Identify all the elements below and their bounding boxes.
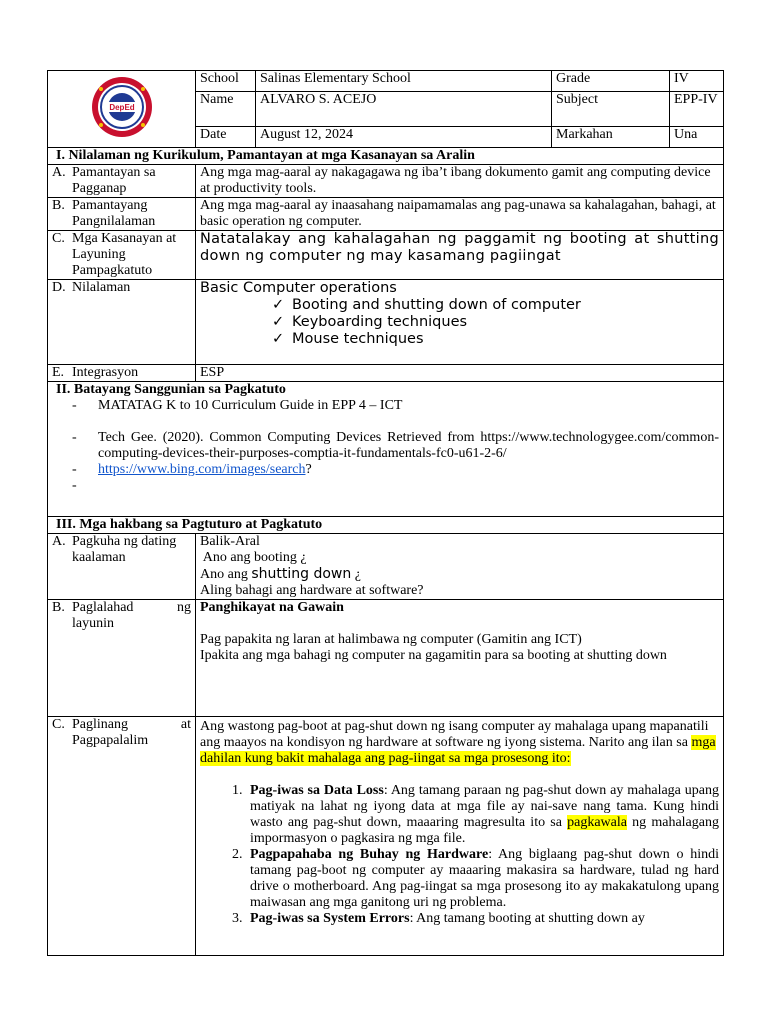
balik-aral-heading: Balik-Aral <box>200 534 260 549</box>
row-label: Paglalahad ng layunin <box>72 600 191 631</box>
list-item <box>246 911 719 927</box>
intro-text: Ang wastong pag-boot at pag-shut down ng isang computer ay mahalaga upang mapanatili ang maayos na kondisyon ng hardware at software ng iyong sistema. Narito ang ilan sa <box>200 719 709 750</box>
row-letter: C. <box>52 231 65 246</box>
row-letter: E. <box>52 365 65 380</box>
row-label-cell <box>48 600 196 717</box>
row-label: Integrasyon <box>72 365 139 380</box>
check-icon: ✓ <box>272 331 285 347</box>
item-text: : Ang biglaang pag-shut down o hindi tamang pag-boot ng computer ay maaaring makasira sa hardware, tulad ng hard drive o motherboard. Ang pag-iingat sa mga prosesong ito ay makakatulong upang maiwasan ang mga ganitong uri ng problema. <box>250 847 719 910</box>
row-label: Pamantayan sa Pagganap <box>72 165 156 196</box>
header-row-school <box>48 71 724 92</box>
row-label: Pagkuha ng dating kaalaman <box>72 534 177 565</box>
section-2-content <box>48 382 724 517</box>
section-3-title: III. Mga hakbang sa Pagtuturo at Pagkatuto <box>48 517 724 534</box>
row-label-cell <box>48 534 196 600</box>
dash-bullet: - <box>72 462 77 477</box>
pamantayang-pangnilalaman-text: Ang mga mag-aaral ay inaasahang naipamamalas ang pag-unawa sa kahalagahan, bahagi, at basic operation ng computer. <box>196 198 724 231</box>
name-value: ALVARO S. ACEJO <box>256 92 552 127</box>
subject-value: EPP-IV <box>670 92 724 127</box>
bing-images-link[interactable]: https://www.bing.com/images/search <box>98 462 306 477</box>
question-hardware-software: Aling bahagi ang hardware at software? <box>200 583 424 598</box>
item-text-after: ng mahalagang impormasyon o pagkasira ng mga file. <box>250 815 719 846</box>
nilalaman-list <box>200 297 719 348</box>
row-paglalahad-ng-layunin <box>48 600 724 717</box>
row-label: Mga Kasanayan at Layuning Pampagkatuto <box>72 231 177 278</box>
question-suffix: ¿ <box>351 567 361 582</box>
row-label-cell <box>48 165 196 198</box>
grade-value: IV <box>670 71 724 92</box>
row-nilalaman <box>48 280 724 365</box>
row-pamantayang-pangnilalaman <box>48 198 724 231</box>
row-label-cell <box>48 198 196 231</box>
row-label: Pamantayang Pangnilalaman <box>72 198 156 229</box>
item-text: : Ang tamang paraan ng pag-shut down ay mahalaga upang matiyak na lahat ng iyong data at mga file ay nai-save nang tama. Kung hindi wasto ang pag-shut down, maaaring magresulta ito sa <box>250 783 719 830</box>
date-label: Date <box>196 127 256 148</box>
section-2-row <box>48 382 724 517</box>
row-letter: C. <box>52 717 65 732</box>
reference-item <box>52 398 719 414</box>
row-letter: B. <box>52 600 65 615</box>
question-booting: Ano ang booting ¿ <box>200 550 307 565</box>
panghikayat-p1: Pag papakita ng laran at halimbawa ng computer (Gamitin ang ICT) <box>200 632 582 647</box>
row-label-cell <box>48 365 196 382</box>
item-heading: Pagpapahaba ng Buhay ng Hardware <box>250 847 489 862</box>
lesson-plan-document <box>47 70 723 956</box>
row-label: Paglinang at Pagpapalalim <box>72 717 191 748</box>
reference-item-empty <box>52 478 719 494</box>
dash-bullet: - <box>72 478 77 493</box>
row-mga-kasanayan <box>48 231 724 280</box>
check-icon: ✓ <box>272 314 285 330</box>
school-label: School <box>196 71 256 92</box>
list-item <box>246 847 719 911</box>
panghikayat-heading: Panghikayat na Gawain <box>200 600 344 615</box>
reference-text: Tech Gee. (2020). Common Computing Devices Retrieved from https://www.technologygee.com/common-computing-devices-their-purposes-comptia-it-fundamentals-fc0-u61-2-6/ <box>98 430 719 461</box>
row-letter: A. <box>52 165 66 180</box>
row-letter: D. <box>52 280 66 295</box>
row-pamantayan-sa-pagganap <box>48 165 724 198</box>
row-pagkuha-ng-dating-kaalaman <box>48 534 724 600</box>
list-item-text: Booting and shutting down of computer <box>292 297 581 313</box>
list-item <box>272 314 719 331</box>
item-heading: Pag-iwas sa System Errors <box>250 911 410 926</box>
mga-kasanayan-text: Natatalakay ang kahalagahan ng paggamit ng booting at shutting down ng computer ng may kasamang pagiingat <box>196 231 724 280</box>
markahan-label: Markahan <box>552 127 670 148</box>
lesson-plan-table <box>47 70 724 956</box>
section-3-title-row <box>48 517 724 534</box>
question-prefix: Ano ang <box>200 567 252 582</box>
nilalaman-content <box>196 280 724 365</box>
svg-text:DepEd: DepEd <box>108 102 135 112</box>
dash-bullet: - <box>72 398 77 413</box>
name-label: Name <box>196 92 256 127</box>
item-heading: Pag-iwas sa Data Loss <box>250 783 384 798</box>
school-value: Salinas Elementary School <box>256 71 552 92</box>
paglinang-intro <box>200 719 719 767</box>
check-icon: ✓ <box>272 297 285 313</box>
row-label-cell <box>48 231 196 280</box>
references-list <box>52 398 719 494</box>
row-integrasyon <box>48 365 724 382</box>
question-term: shutting down <box>251 566 352 582</box>
balik-aral-content <box>196 534 724 600</box>
integrasyon-text: ESP <box>196 365 724 382</box>
row-letter: B. <box>52 198 65 213</box>
nilalaman-heading: Basic Computer operations <box>200 280 397 296</box>
pamantayan-sa-pagganap-text: Ang mga mag-aaral ay nakagagawa ng iba’t ibang dokumento gamit ang computing device at productivity tools. <box>196 165 724 198</box>
subject-label: Subject <box>552 92 670 127</box>
reference-item <box>52 462 719 478</box>
reasons-list <box>200 783 719 927</box>
date-value: August 12, 2024 <box>256 127 552 148</box>
school-seal-logo <box>87 75 157 139</box>
list-item <box>246 783 719 847</box>
row-label-cell <box>48 717 196 956</box>
section-2-title: II. Batayang Sanggunian sa Pagkatuto <box>56 382 286 397</box>
intro-highlight: mga dahilan kung bakit mahalaga ang pag-iingat sa mga prosesong ito: <box>200 735 716 766</box>
panghikayat-p2: Ipakita ang mga bahagi ng computer na gagamitin para sa booting at shutting down <box>200 648 667 663</box>
item-highlight: pagkawala <box>567 815 627 830</box>
markahan-value: Una <box>670 127 724 148</box>
row-letter: A. <box>52 534 66 549</box>
list-item-text: Mouse techniques <box>292 331 424 347</box>
section-1-title-row <box>48 148 724 165</box>
panghikayat-content <box>196 600 724 717</box>
row-label: Nilalaman <box>72 280 131 295</box>
logo-cell <box>48 71 196 148</box>
paglinang-content <box>196 717 724 956</box>
list-item <box>272 331 719 348</box>
reference-text: MATATAG K to 10 Curriculum Guide in EPP 4 – ICT <box>98 398 403 413</box>
list-item-text: Keyboarding techniques <box>292 314 468 330</box>
row-label-cell <box>48 280 196 365</box>
section-1-title: I. Nilalaman ng Kurikulum, Pamantayan at mga Kasanayan sa Aralin <box>48 148 724 165</box>
grade-label: Grade <box>552 71 670 92</box>
reference-item <box>52 430 719 462</box>
dash-bullet: - <box>72 430 77 445</box>
reference-suffix: ? <box>305 462 312 477</box>
row-paglinang-at-pagpapalalim <box>48 717 724 956</box>
spacer <box>52 414 719 430</box>
question-shutting-down <box>200 566 719 583</box>
item-text: : Ang tamang booting at shutting down ay <box>409 911 645 926</box>
list-item <box>272 297 719 314</box>
